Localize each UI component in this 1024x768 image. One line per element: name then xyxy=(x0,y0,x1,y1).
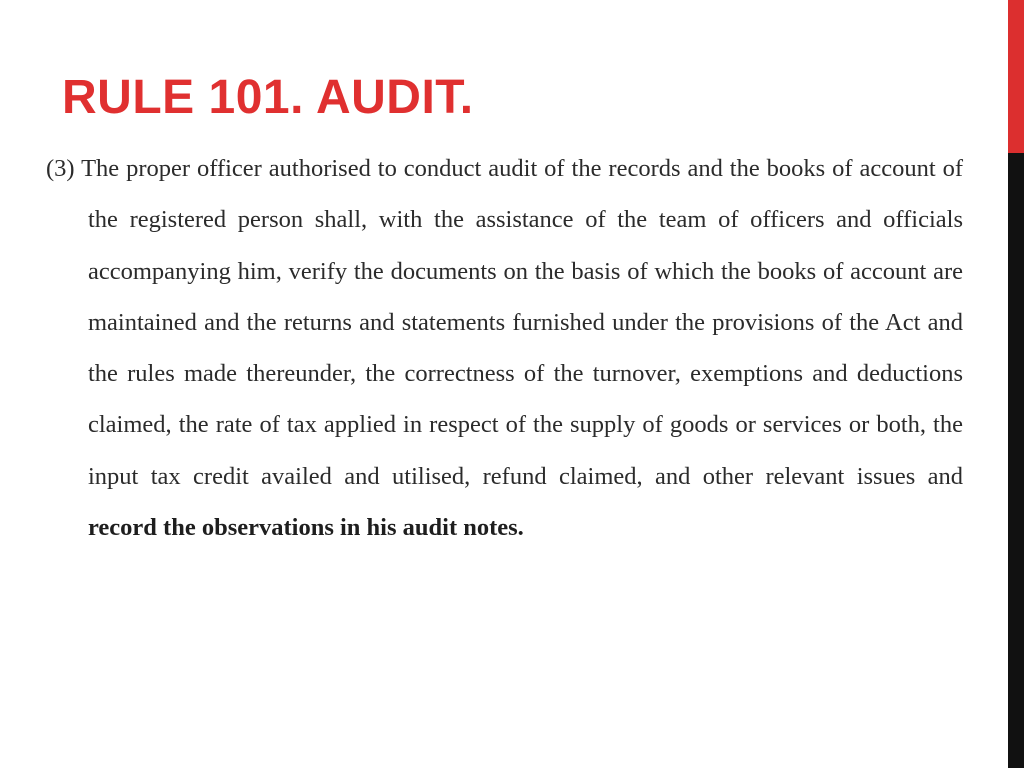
rule-paragraph xyxy=(46,143,963,553)
paragraph-emphasis: record the observations in his audit notes. xyxy=(88,514,524,542)
paragraph-text: The proper officer authorised to conduct audit of the records and the books of account of the registered person shall, with the assistance of the team of officers and officials accompanying him, verify the documents on the basis of which the books of account are maintained and the returns and statements furnished under the provisions of the Act and the rules made thereunder, the correctness of the turnover, exemptions and deductions claimed, the rate of tax applied in respect of the supply of goods or services or both, the input tax credit availed and utilised, refund claimed, and other relevant issues and xyxy=(81,155,963,490)
accent-bar-bottom xyxy=(1008,153,1024,768)
accent-bar-top xyxy=(1008,0,1024,153)
slide-title: RULE 101. AUDIT. xyxy=(62,71,474,124)
paragraph-marker: (3) xyxy=(46,155,75,182)
